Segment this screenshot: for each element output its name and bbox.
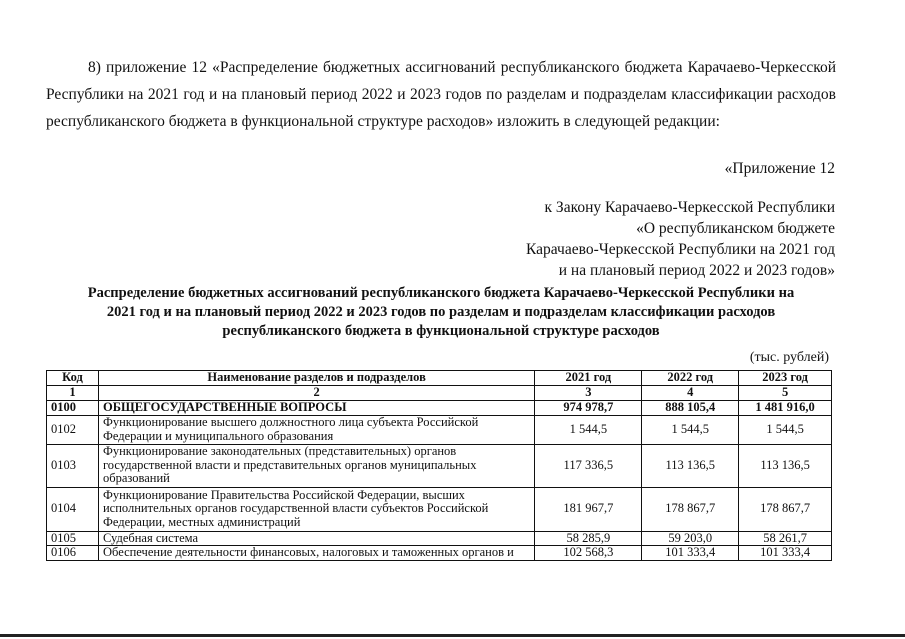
value-2021-cell: 102 568,3 [535,546,642,561]
code-cell: 0106 [47,546,99,561]
code-cell: 0105 [47,531,99,546]
value-2022-cell: 888 105,4 [642,400,739,415]
value-2022-cell: 113 136,5 [642,444,739,487]
header-code: Код [47,371,99,386]
value-2021-cell: 181 967,7 [535,487,642,531]
value-2023-cell: 58 261,7 [739,531,832,546]
value-2022-cell: 1 544,5 [642,415,739,444]
value-2022-cell: 59 203,0 [642,531,739,546]
budget-table [46,370,832,561]
value-2023-cell: 178 867,7 [739,487,832,531]
index-cell: 4 [642,386,739,401]
value-2022-cell: 101 333,4 [642,546,739,561]
page-bottom-edge [0,634,905,637]
header-2023: 2023 год [739,371,832,386]
value-2021-cell: 117 336,5 [535,444,642,487]
table-row [47,487,832,531]
name-cell: Функционирование высшего должностного лица субъекта Российской Федерации и муниципального образования [98,415,534,444]
table-row [47,415,832,444]
intro-paragraph: 8) приложение 12 «Распределение бюджетных ассигнований республиканского бюджета Карачаево-Черкесской Республики на 2021 год и на плановый период 2022 и 2023 годов по разделам и подразделам классификации расходов республиканского бюджета в функциональной структуре расходов» изложить в следующей редакции: [46,59,836,130]
code-cell: 0102 [47,415,99,444]
value-2022-cell: 178 867,7 [642,487,739,531]
code-cell: 0103 [47,444,99,487]
title-line: Распределение бюджетных ассигнований республиканского бюджета Карачаево-Черкесской Республики на [87,285,795,301]
value-2023-cell: 101 333,4 [739,546,832,561]
name-cell: Функционирование законодательных (представительных) органов государственной власти и представительных органов муниципальных образований [98,444,534,487]
index-cell: 2 [98,386,534,401]
header-2021: 2021 год [535,371,642,386]
index-cell: 5 [739,386,832,401]
law-reference [526,197,835,281]
law-line: к Закону Карачаево-Черкесской Республики [544,199,835,216]
value-2023-cell: 113 136,5 [739,444,832,487]
table-row [47,531,832,546]
name-cell: Обеспечение деятельности финансовых, налоговых и таможенных органов и [98,546,534,561]
table-row [47,546,832,561]
value-2021-cell: 974 978,7 [535,400,642,415]
value-2021-cell: 58 285,9 [535,531,642,546]
index-cell: 3 [535,386,642,401]
appendix-heading: «Приложение 12 [724,160,835,177]
header-name: Наименование разделов и подразделов [98,371,534,386]
table-row [47,400,832,415]
title-line: республиканского бюджета в функциональной структуре расходов [222,323,660,339]
document-title [46,284,836,341]
table-index-row [47,386,832,401]
law-line: Карачаево-Черкесской Республики на 2021 год [526,241,835,258]
value-2023-cell: 1 481 916,0 [739,400,832,415]
table-header-row [47,371,832,386]
name-cell: Функционирование Правительства Российской Федерации, высших исполнительных органов государственной власти субъектов Российской Федерации, местных администраций [98,487,534,531]
law-line: «О республиканском бюджете [636,220,835,237]
unit-label: (тыс. рублей) [749,350,829,365]
value-2023-cell: 1 544,5 [739,415,832,444]
law-line: и на плановый период 2022 и 2023 годов» [558,262,835,279]
value-2021-cell: 1 544,5 [535,415,642,444]
index-cell: 1 [47,386,99,401]
code-cell: 0104 [47,487,99,531]
title-line: 2021 год и на плановый период 2022 и 2023 годов по разделам и подразделам классификации расходов [106,304,776,320]
table-row [47,444,832,487]
code-cell: 0100 [47,400,99,415]
header-2022: 2022 год [642,371,739,386]
name-cell: Судебная система [98,531,534,546]
name-cell: ОБЩЕГОСУДАРСТВЕННЫЕ ВОПРОСЫ [98,400,534,415]
